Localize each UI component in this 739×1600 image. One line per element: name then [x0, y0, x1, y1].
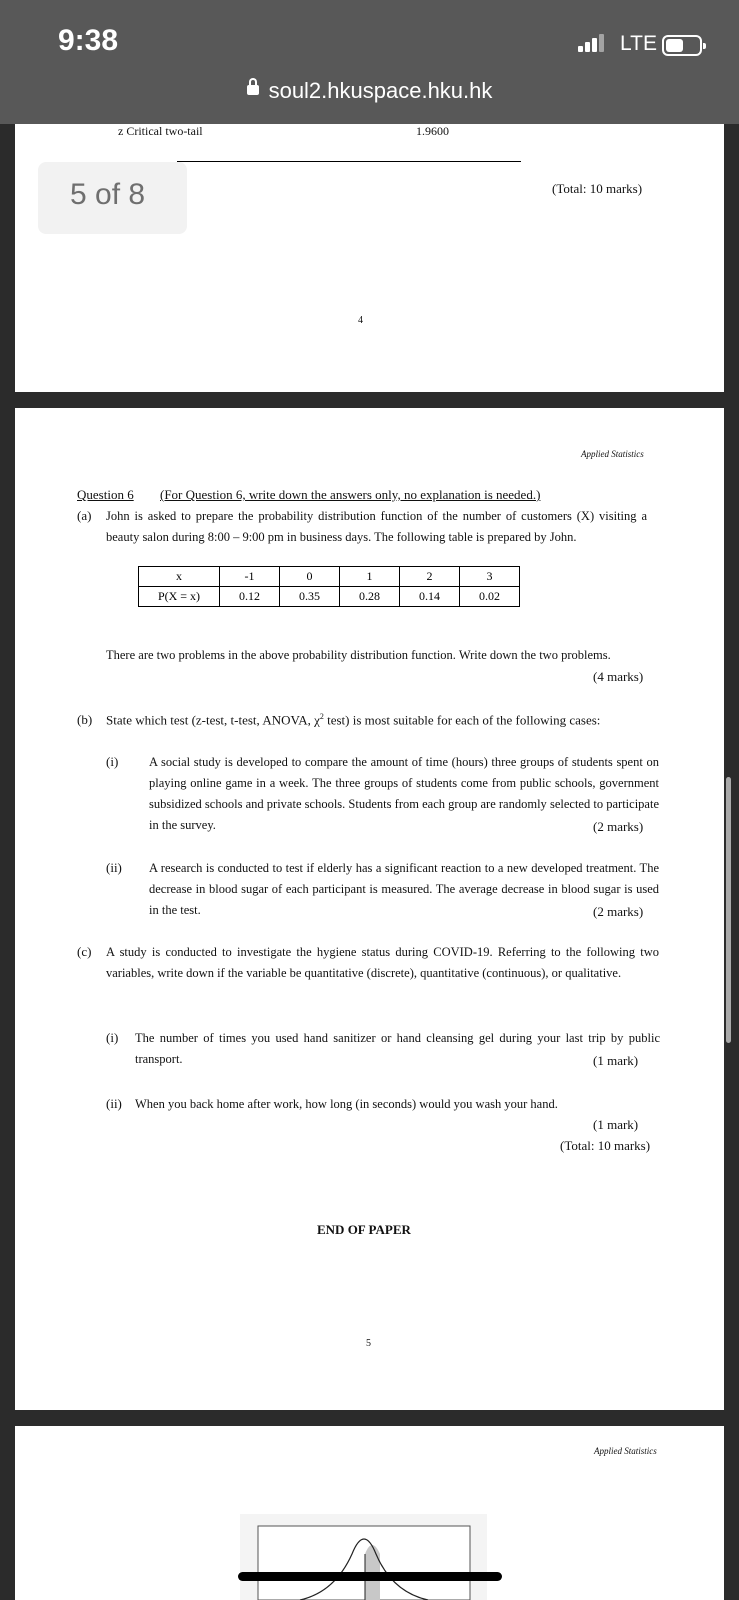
part-a-marks: (4 marks) [593, 669, 644, 684]
part-b-ii-marks: (2 marks) [593, 904, 644, 919]
table-row [139, 567, 520, 587]
part-c-ii-marks: (1 mark) [593, 1117, 639, 1132]
end-of-paper: END OF PAPER [317, 1222, 411, 1237]
page4-number: 4 [358, 315, 363, 326]
part-c-ii-text: When you back home after work, how long (in seconds) would you wash your hand. [135, 1097, 558, 1111]
z-critical-label: z Critical two-tail [118, 124, 203, 138]
part-b-i-marks: (2 marks) [593, 819, 644, 834]
network-type: LTE [620, 32, 657, 55]
clock: 9:38 [58, 24, 119, 57]
table-rule [177, 161, 521, 162]
part-c-text: A study is conducted to investigate the hygiene status during COVID-19. Referring to the following two variables, write down if the variable be quantitative (discrete), quantitative (continuous), or qualitative. [106, 945, 659, 980]
part-b-text-pre: State which test (z-test, t-test, ANOVA, χ [106, 712, 320, 728]
table-cell: 0.35 [280, 587, 340, 607]
table-cell: 2 [400, 567, 460, 587]
table-cell: 0.28 [340, 587, 400, 607]
table-cell: -1 [220, 567, 280, 587]
part-b-text [106, 712, 600, 728]
page4-total: (Total: 10 marks) [552, 181, 643, 196]
part-c-i-text: The number of times you used hand sanitizer or hand cleansing gel during your last trip by public transport. [135, 1031, 660, 1066]
table-cell: 1 [340, 567, 400, 587]
question-note: (For Question 6, write down the answers only, no explanation is needed.) [160, 487, 541, 502]
question-total: (Total: 10 marks) [560, 1138, 651, 1153]
part-a-label: (a) [77, 508, 92, 523]
z-critical-value: 1.9600 [416, 124, 449, 138]
running-header-next: Applied Statistics [594, 1446, 657, 1456]
url-text: soul2.hkuspace.hku.hk [268, 78, 493, 103]
part-b-text-post: test) is most suitable for each of the following cases: [323, 712, 601, 728]
question-label: Question 6 [77, 487, 134, 502]
part-c-label: (c) [77, 944, 92, 959]
table-cell: 3 [460, 567, 520, 587]
table-cell: x [139, 567, 220, 587]
url-bar[interactable] [0, 78, 739, 104]
scrollbar[interactable] [726, 777, 731, 1043]
table-cell: 0 [280, 567, 340, 587]
part-c-ii-label: (ii) [106, 1096, 122, 1111]
part-b-i-label: (i) [106, 754, 119, 769]
table-row [139, 587, 520, 607]
part-b-ii-label: (ii) [106, 860, 122, 875]
page5-number: 5 [366, 1338, 371, 1349]
part-b-superscript: 2 [319, 712, 324, 721]
probability-table [138, 566, 520, 607]
status-bar [0, 0, 739, 124]
table-cell: P(X = x) [139, 587, 220, 607]
part-c-i-marks: (1 mark) [593, 1053, 639, 1068]
home-indicator[interactable] [238, 1572, 502, 1581]
normal-curve-figure [240, 1514, 487, 1600]
lock-icon [247, 85, 259, 95]
battery-icon [662, 35, 702, 56]
part-b-i-text: A social study is developed to compare the amount of time (hours) three groups of students spent on playing online game in a week. The three groups of students come from public schools, government subsidized schools and private schools. Students from each group are randomly selected to participate in the survey. [149, 755, 659, 832]
table-cell: 0.14 [400, 587, 460, 607]
page-indicator-text: 5 of 8 [70, 178, 146, 211]
part-a-text: John is asked to prepare the probability distribution function of the number of customers (X) visiting a beauty salon during 8:00 – 9:00 pm in business days. The following table is prepared by John. [106, 509, 647, 544]
part-b-label: (b) [77, 712, 93, 727]
part-c-i-label: (i) [106, 1030, 119, 1045]
part-a-followup: There are two problems in the above probability distribution function. Write down the two problems. [106, 648, 611, 662]
part-b-ii-text: A research is conducted to test if elderly has a significant reaction to a new developed treatment. The decrease in blood sugar of each participant is measured. The average decrease in blood sugar is used in the test. [149, 861, 659, 917]
table-cell: 0.12 [220, 587, 280, 607]
table-cell: 0.02 [460, 587, 520, 607]
signal-icon [578, 34, 606, 52]
running-header: Applied Statistics [581, 449, 644, 459]
